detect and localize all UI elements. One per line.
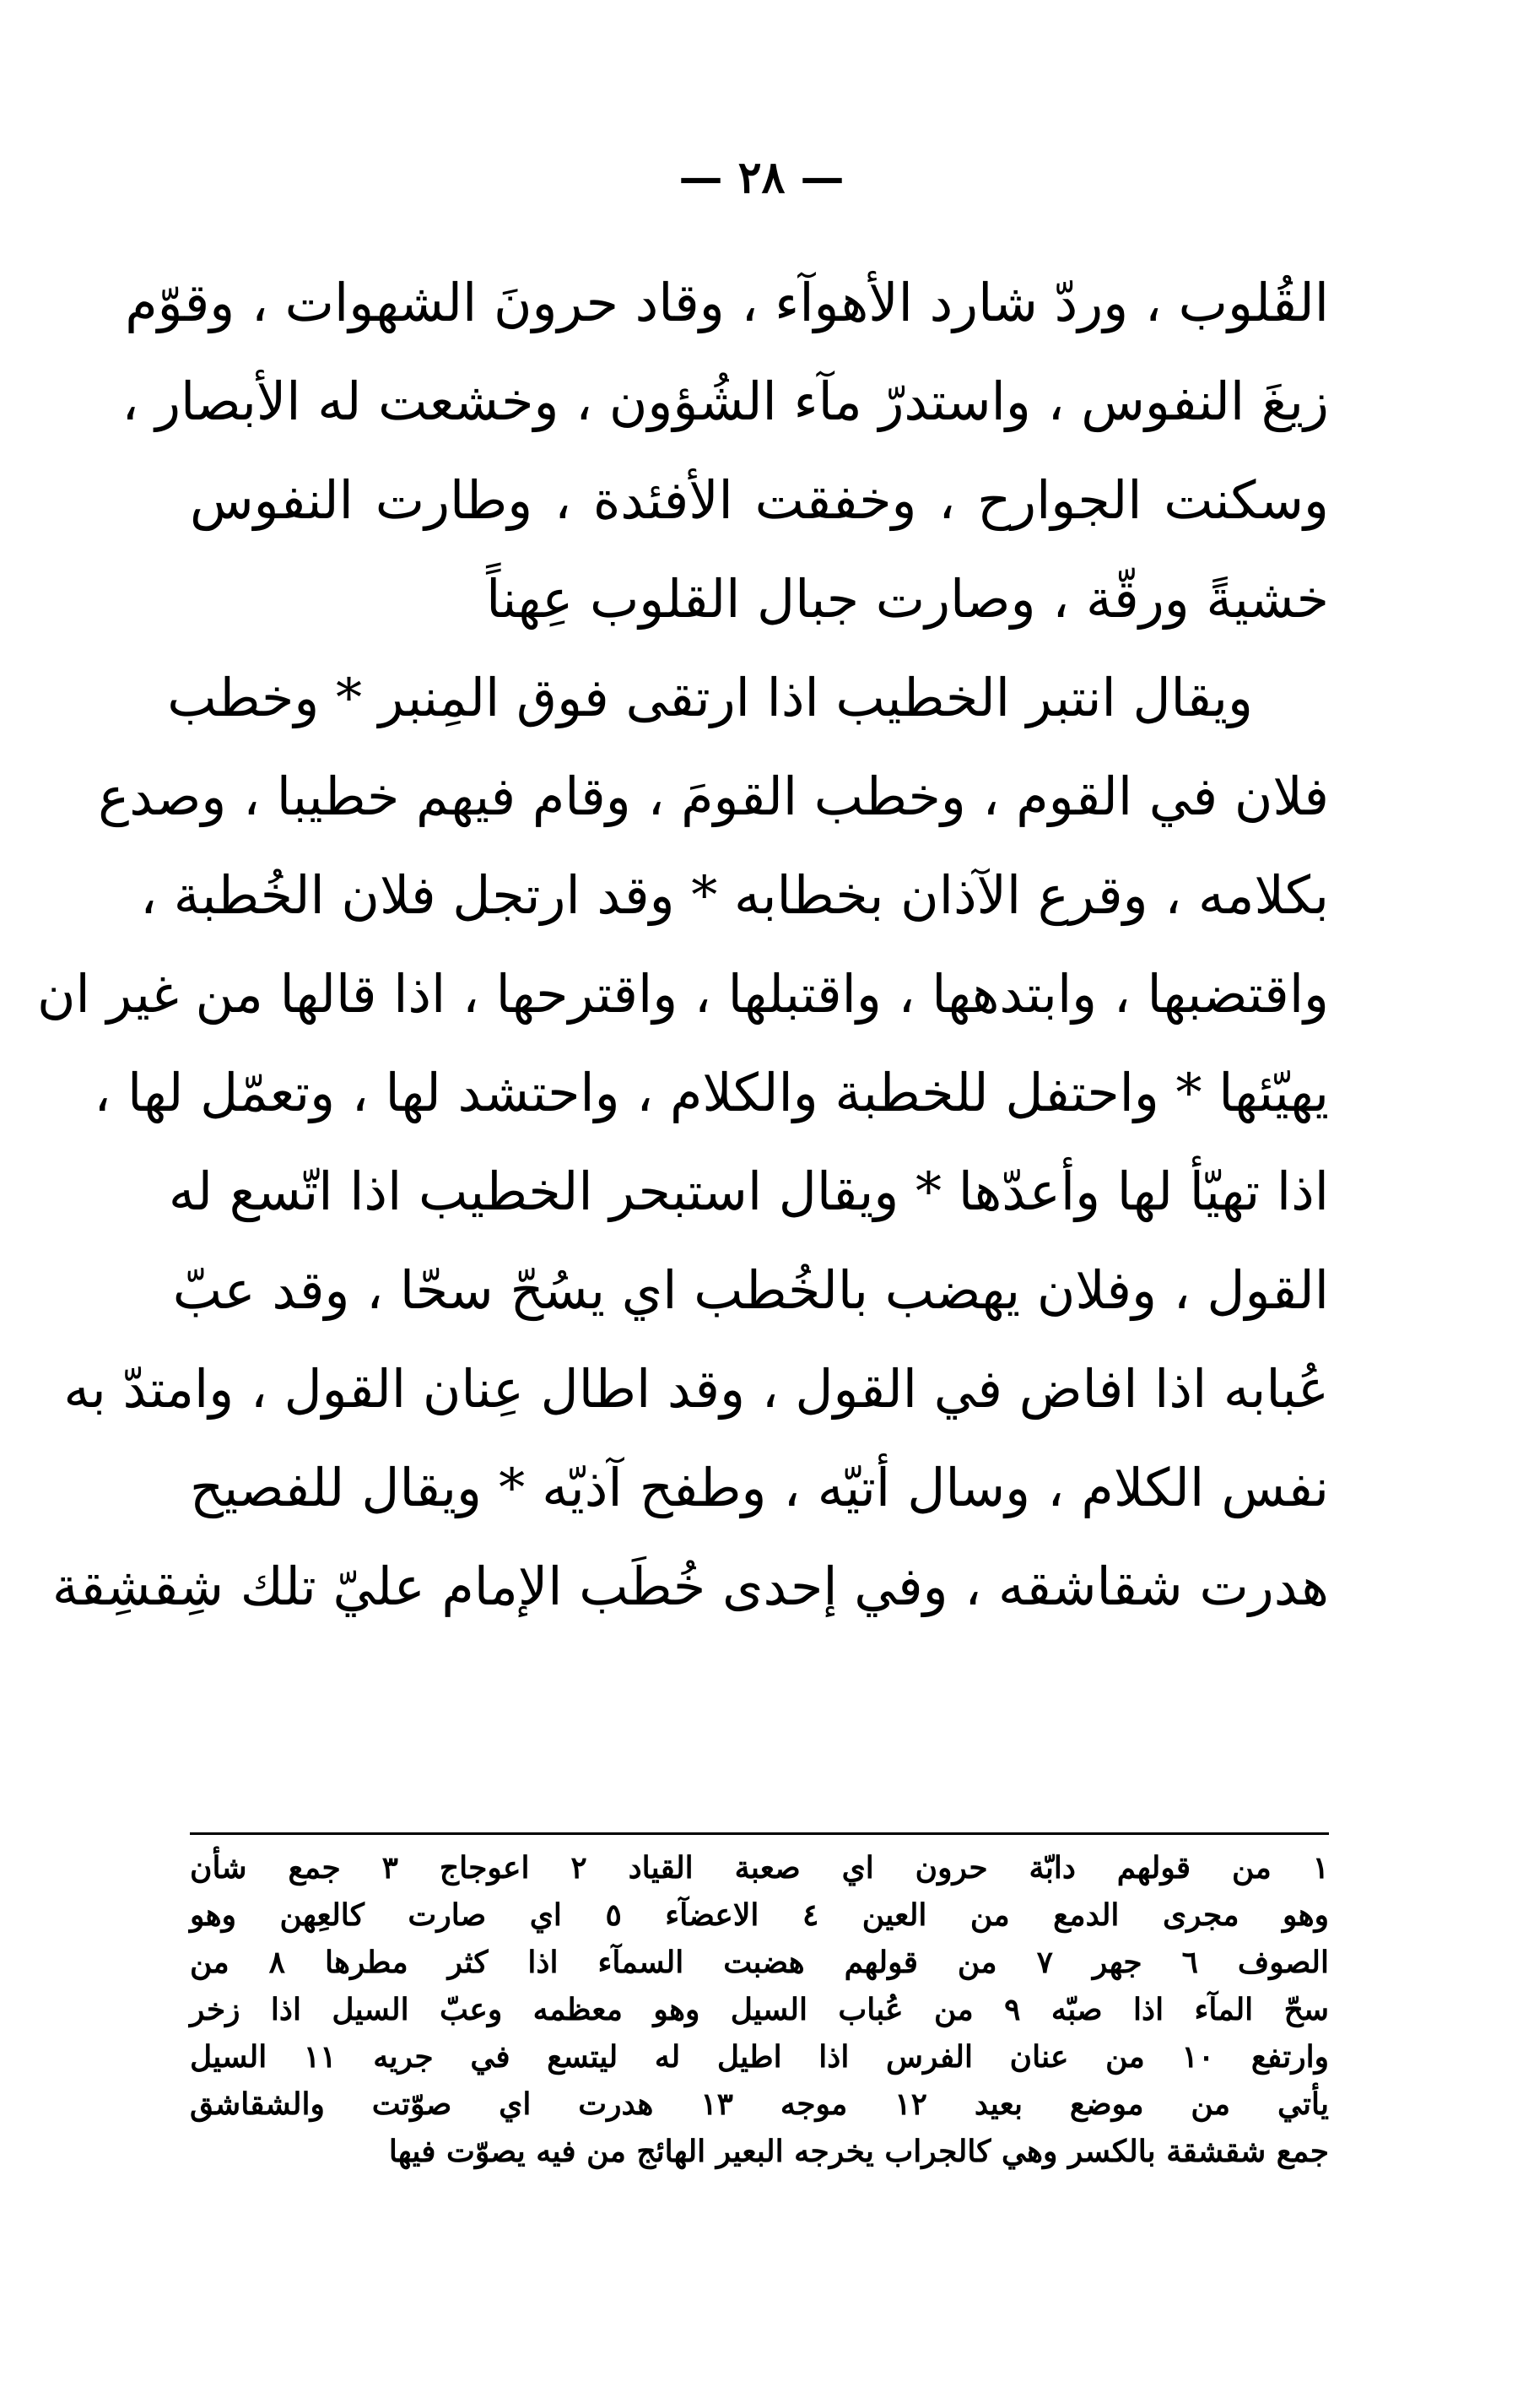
footnote-divider (190, 1832, 1329, 1835)
footnote-line: يأتي من موضع بعيد ١٢ موجه ١٣ هدرت اي صوّتت والشقاشق (190, 2086, 1329, 2122)
footnote-line: ١ من قولهم دابّة حرون اي صعبة القياد ٢ اعوجاج ٣ جمع شأن (190, 1850, 1329, 1886)
body-line: وسكنت الجوارح ، وخفقت الأفئدة ، وطارت النفوس (190, 469, 1329, 531)
page-number: — ٢٨ — (678, 152, 845, 203)
body-line: يهيّئها * واحتفل للخطبة والكلام ، واحتشد لها ، وتعمّل لها ، (94, 1062, 1329, 1123)
body-line: خشيةً ورقّة ، وصارت جبال القلوب عِهناً (486, 568, 1329, 630)
footnote-line: وهو مجرى الدمع من العين ٤ الاعضآء ٥ اي صارت كالعِهن وهو (190, 1897, 1329, 1933)
body-line: نفس الكلام ، وسال أتيّه ، وطفح آذيّه * ويقال للفصيح (190, 1457, 1329, 1518)
body-line: القول ، وفلان يهضب بالخُطب اي يسُحّ سحّا ، وقد عبّ (172, 1259, 1329, 1321)
body-line: زيغَ النفوس ، واستدرّ مآء الشُؤون ، وخشعت له الأبصار ، (122, 371, 1329, 432)
body-text (36, 253, 1329, 1636)
footnote-line: وارتفع ١٠ من عنان الفرس اذا اطيل له ليتسع في جريه ١١ السيل (190, 2039, 1329, 2075)
footnote-line: الصوف ٦ جهر ٧ من قولهم هضبت السمآء اذا كثر مطرها ٨ من (190, 1945, 1330, 1980)
body-line: فلان في القوم ، وخطب القومَ ، وقام فيهم خطيبا ، وصدع (98, 766, 1329, 827)
footnotes (190, 1844, 1329, 2175)
body-line: بكلامه ، وقرع الآذان بخطابه * وقد ارتجل فلان الخُطبة ، (140, 864, 1329, 926)
body-line: هدرت شقاشقه ، وفي إحدى خُطَب الإمام عليّ تلك شِقشِقة (51, 1556, 1329, 1617)
footnote-line: سحّ المآء اذا صبّه ٩ من عُباب السيل وهو معظمه وعبّ السيل اذا زخر (190, 1992, 1329, 2027)
body-line: القُلوب ، وردّ شارد الأهوآء ، وقاد حرونَ الشهوات ، وقوّم (125, 272, 1329, 333)
body-line: واقتضبها ، وابتدهها ، واقتبلها ، واقترحها ، اذا قالها من غير ان (36, 963, 1329, 1025)
body-line: ويقال انتبر الخطيب اذا ارتقى فوق المِنبر * وخطب (167, 667, 1253, 728)
body-line: عُبابه اذا افاض في القول ، وقد اطال عِنان القول ، وامتدّ به (63, 1358, 1329, 1420)
footnote-line: جمع شقشقة بالكسر وهي كالجراب يخرجه البعير الهائج من فيه يصوّت فيها (388, 2134, 1329, 2169)
body-line: اذا تهيّأ لها وأعدّها * ويقال استبحر الخطيب اذا اتّسع له (168, 1161, 1329, 1222)
